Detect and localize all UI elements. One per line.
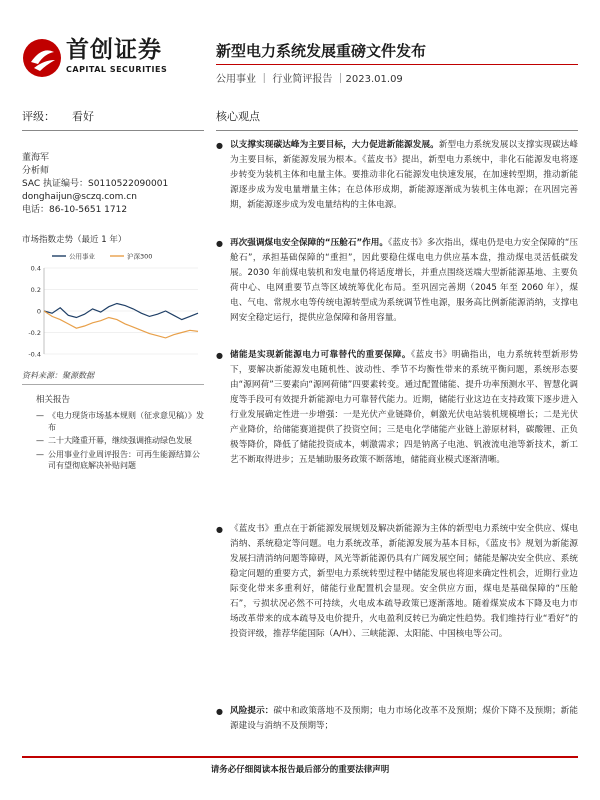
bullet-icon: ● xyxy=(216,141,223,150)
footer-disclaimer: 请务必仔细阅读本报告最后部分的重要法律声明 xyxy=(210,765,390,775)
risk-lead: 风险提示： xyxy=(230,706,274,716)
viewpoint-body: 新型电力系统发展以支撑实现碳达峰为主要目标，新能源发展为根本。《蓝皮书》提出，新型电力系统中，非化石能源发电将逐步转变为装机主体和电量主体。要推动非化石能源发电快速发展，在加速转型期，推动新能源逐步成为发电量增量主体；在总体形成期，新能源逐渐成为装机主体电源；在巩固完善期，新能源逐步成为发电量结构的主体电源。 xyxy=(230,140,578,210)
analyst-phone: 电话：86-10-5651 1712 xyxy=(22,205,128,215)
bullet-icon: ● xyxy=(216,239,223,248)
title-divider xyxy=(216,64,578,65)
related-report-item[interactable]: — 公用事业行业周评报告：可再生能源结算公司有望彻底解决补贴问题 xyxy=(36,449,204,472)
index-chart xyxy=(22,248,204,360)
report-meta: 公用事业 ｜ 行业简评报告 ｜2023.01.09 xyxy=(216,74,403,85)
related-reports-title: 相关报告 xyxy=(36,395,71,405)
chart-y-tick-label: 0 xyxy=(36,307,41,316)
analyst-name: 董海军 xyxy=(22,153,50,163)
viewpoint-paragraph xyxy=(216,348,578,468)
chart-title: 市场指数走势（最近 1 年） xyxy=(22,235,127,245)
analyst-info xyxy=(22,152,204,217)
related-report-item[interactable]: — 二十大隆重开幕，继续强调推动绿色发展 xyxy=(36,435,204,447)
legend-label: 公用事业 xyxy=(69,252,95,261)
company-logo xyxy=(22,38,202,78)
bullet-icon: ● xyxy=(216,525,223,534)
viewpoint-body: 《蓝皮书》明确指出，电力系统转型新形势下，要解决新能源发电随机性、波动性、季节不均衡性带来的系统平衡问题，系统形态要由“源网荷”三要素向“源网荷储”四要素转变。通过配置储能、提升功率预测水平、智慧化调度等手段可有效提升新能源电力可靠替代能力。近期，储能行业这边在支持政策下逐步进入行业发展确定性进一步增强：一是光伏产业链降价，刺激光伏电站装机规模增长；二是光伏产业降价，给储能赛道提供了投资空间；三是电化学储能产业链上游原材料，碳酸锂、正负极等降价，降低了储能投资成本，刺激需求；四是钠离子电池、钒液流电池等新技术，新工艺不断取得进步；五是辅助服务政策不断落地，储能商业模式逐渐清晰。 xyxy=(230,350,578,465)
chart-y-tick-label: 0.2 xyxy=(30,286,41,294)
bullet-icon: ● xyxy=(216,707,223,716)
report-header xyxy=(0,0,600,100)
index-chart-block xyxy=(22,234,204,470)
related-report-item[interactable]: — 《电力现货市场基本规则（征求意见稿）》发布 xyxy=(36,410,204,433)
sidebar-divider xyxy=(22,130,204,131)
viewpoint-paragraph xyxy=(216,522,578,642)
logo-chinese-name: 首创证券 xyxy=(66,37,162,63)
report-title: 新型电力系统发展重磅文件发布 xyxy=(216,42,427,60)
core-divider xyxy=(216,130,578,131)
viewpoint-lead: 储能是实现新能源电力可靠替代的重要保障。 xyxy=(230,350,411,360)
viewpoint-paragraph xyxy=(216,236,578,326)
rating-row xyxy=(22,108,204,126)
analyst-role: 分析师 xyxy=(22,166,50,176)
viewpoint-lead: 以支撑实现碳达峰为主要目标，大力促进新能源发展。 xyxy=(230,140,439,150)
chart-source: 资料来源：聚源数据 xyxy=(22,371,94,380)
viewpoint-body: 《蓝皮书》多次指出，煤电仍是电力安全保障的“压舱石”，承担基础保障的“重担”，因此要稳住煤电电力供应基本盘，推动煤电灵活低碳发展。2030 年前煤电装机和发电量仍将适度增长，并重点围绕送端大型新能源基地、主要负荷中心、电网重要节点等区域统筹优化布局。至巩固完善期（2045 年至 2060 年），煤电、气电、常规水电等传统电源转型成为系统调节性电源，服务高比例新能源消纳，支撑电网安全稳定运行，提供应急保障和备用容量。 xyxy=(230,238,579,323)
viewpoint-body: 《蓝皮书》重点在于新能源发展规划及解决新能源为主体的新型电力系统中安全供应、煤电消纳、系统稳定等问题。电力系统改革，新能源发展为基本目标，《蓝皮书》规划为新能源发展扫清消纳问题等障碍，风光等新能源仍具有广阔发展空间；储能是解决安全供应、系统稳定问题的重要方式，新型电力系统转型过程中储能发展也将迎来确定性机会，近期行业边际变化带来多重利好，储能行业配置机会显现。安全供应方面，煤电是基础保障的“压舱石”，亏损状况必然不可持续，火电成本疏导政策已逐渐落地。随着煤炭成本下降及电力市场改革带来的成本疏导及电价提升，火电盈利反转已为确定性趋势。我们维持行业“看好”的投资评级，推荐华能国际（A/H）、三峡能源、太阳能、中国核电等公司。 xyxy=(230,524,578,639)
related-reports-list xyxy=(36,410,204,474)
chart-y-tick-label: 0.4 xyxy=(30,264,41,273)
series-line xyxy=(44,311,198,338)
analyst-sac: SAC 执证编号：S0110522090001 xyxy=(22,179,169,189)
viewpoint-lead: 再次强调煤电安全保障的“压舱石”作用。 xyxy=(230,238,389,248)
rating-label: 评级： xyxy=(22,110,55,123)
chart-y-tick-label: -0.2 xyxy=(28,329,41,337)
viewpoint-paragraph xyxy=(216,138,578,213)
core-title: 核心观点 xyxy=(216,110,260,123)
chart-y-tick-label: -0.4 xyxy=(28,350,41,359)
related-divider xyxy=(22,384,204,385)
analyst-email[interactable]: donghaijun@sczq.com.cn xyxy=(22,192,137,202)
bullet-icon: ● xyxy=(216,351,223,360)
legend-label: 沪深300 xyxy=(127,252,153,261)
risk-paragraph xyxy=(216,704,578,734)
logo-english-name: CAPITAL SECURITIES xyxy=(66,65,168,74)
series-line xyxy=(44,304,198,320)
footer-divider xyxy=(22,756,578,758)
rating-value: 看好 xyxy=(72,110,94,123)
risk-body: 碳中和政策落地不及预期；电力市场化改革不及预期；煤价下降不及预期；新能源建设与消纳不及预期等； xyxy=(230,706,578,731)
logo-mark-icon xyxy=(22,38,62,78)
